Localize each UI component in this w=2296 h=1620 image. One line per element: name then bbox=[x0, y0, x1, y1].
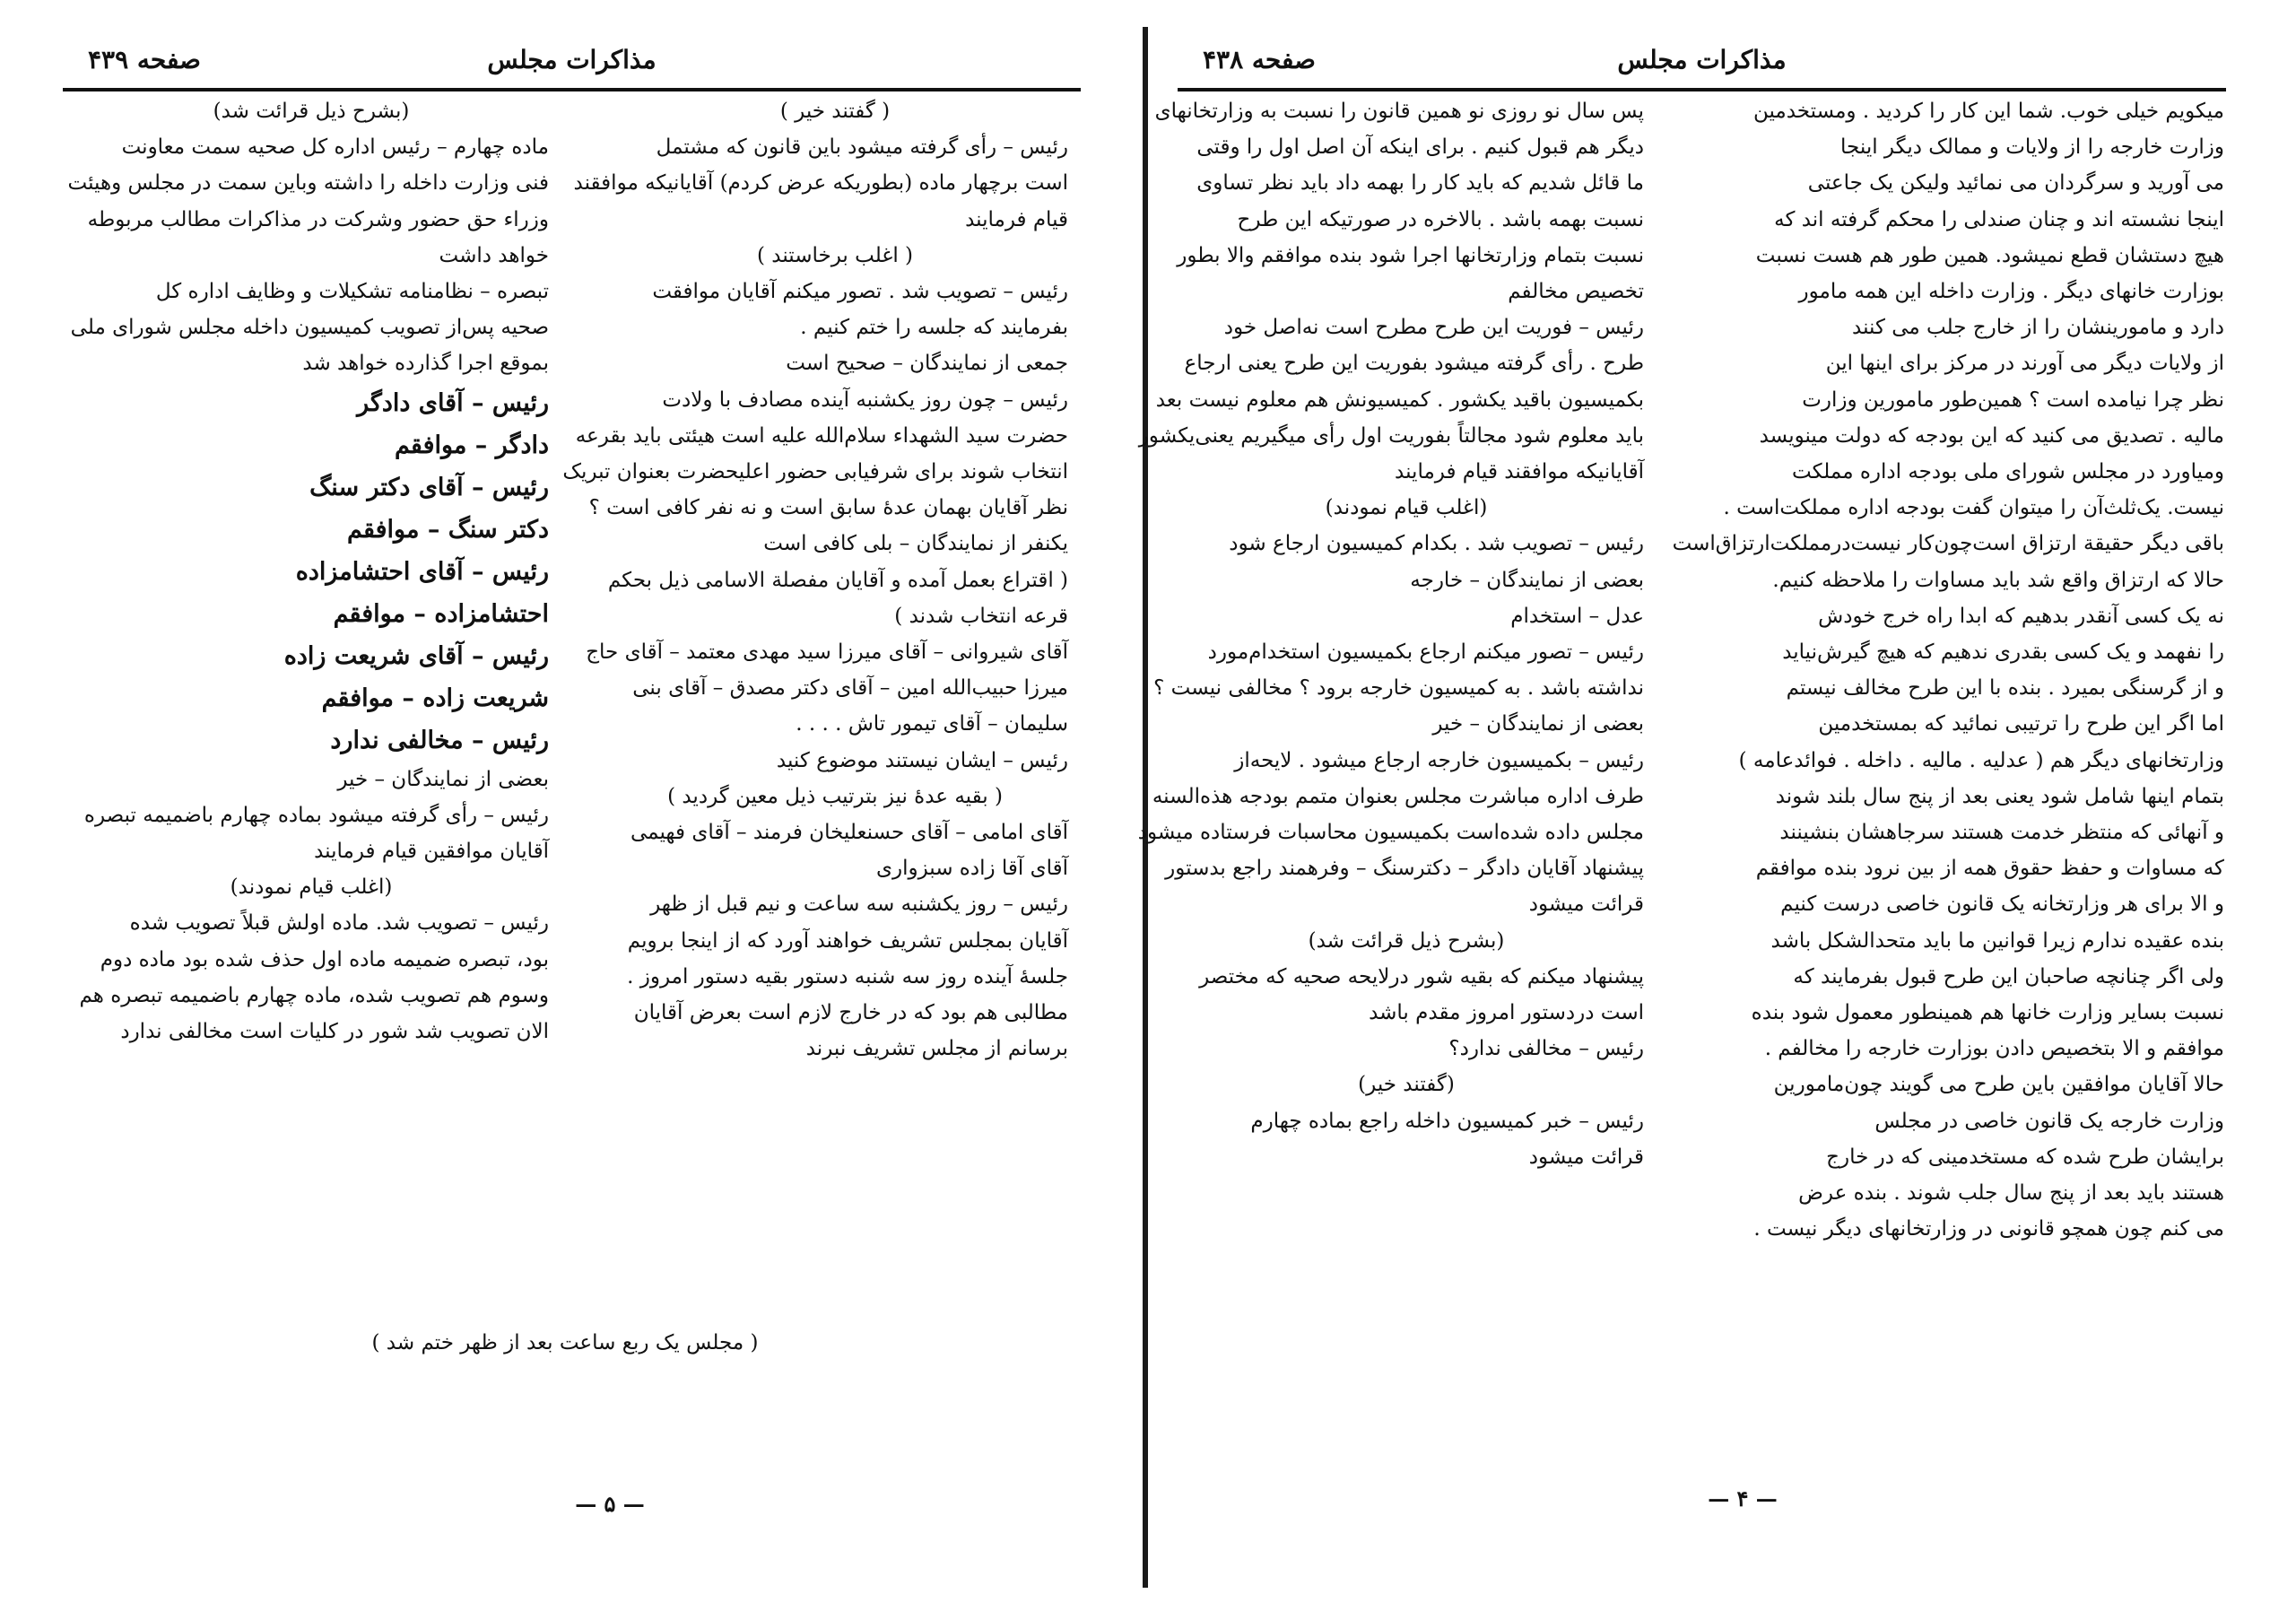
text-line: آقایانیکه موافقند قیام فرمایند bbox=[1395, 460, 1644, 484]
right-page-title: مذاکرات مجلس bbox=[1617, 45, 1787, 74]
text-line: رئیس – خبر کمیسیون داخله راجع بماده چهارم bbox=[1250, 1109, 1644, 1133]
text-line: قرائت میشود bbox=[1528, 893, 1644, 917]
text-line: رئیس – ایشان نیستند موضوع کنید bbox=[776, 748, 1068, 772]
text-line: بعضی از نمایندگان – خیر bbox=[337, 767, 549, 791]
text-line: از ولایات دیگر می آورند در مرکز برای اینها این bbox=[1825, 352, 2224, 376]
text-line: میکویم خیلی خوب. شما این کار را کردید . ومستخدمین bbox=[1752, 100, 2224, 123]
text-line: هیچ دستشان قطع نمیشود. همین طور هم هست نسبت bbox=[1755, 243, 2224, 267]
text-line: بموقع اجرا گذارده خواهد شد bbox=[302, 352, 549, 376]
text-line: اینجا نشسته اند و چنان صندلی را محکم گرفته اند که bbox=[1774, 207, 2224, 231]
text-line: (گفتند خیر) bbox=[1358, 1073, 1455, 1097]
text-line: پیشنهاد میکنم که بقیه شور درلایحه صحیه که مختصر bbox=[1199, 964, 1644, 989]
text-line: بفرمایند که جلسه را ختم کنیم . bbox=[800, 316, 1068, 340]
text-line: ( بقیه عدهٔ نیز بترتیب ذیل معین گردید ) bbox=[667, 784, 1003, 808]
text-line: نظر چرا نیامده است ؟ همین‌طور مامورین وزارت bbox=[1802, 388, 2224, 412]
text-line: و الا برای هر وزارتخانه یک قانون خاصی درست کنیم bbox=[1780, 893, 2224, 917]
text-line: نسبت بهمه باشد . بالاخره در صورتیکه این طرح bbox=[1237, 207, 1644, 231]
left-page-number: صفحه ۴۳۹ bbox=[88, 45, 201, 74]
text-line: یکنفر از نمایندگان – بلی کافی است bbox=[763, 532, 1068, 556]
text-line: باید معلوم شود مجالتاً بفوریت اول رأی میگیریم یعنی‌یکشور bbox=[1138, 423, 1644, 448]
text-line: بنده عقیده ندارم زیرا قوانین ما باید متحدالشکل باشد bbox=[1770, 928, 2224, 953]
text-line: موافقم و الا بتخصیص دادن بوزارت خارجه را مخالفم . bbox=[1764, 1037, 2224, 1061]
session-closing-note: ( مجلس یک ربع ساعت بعد از ظهر ختم شد ) bbox=[371, 1331, 759, 1354]
text-line: بتمام اینها شامل شود یعنی بعد از پنج سال بلند شوند bbox=[1775, 784, 2224, 808]
text-line: ( اقتراع بعمل آمده و آقایان مفصلة الاسامی ذیل بحکم bbox=[607, 568, 1068, 592]
text-line: حالا آقایان موافقین باین طرح می گویند چون‌مامورین bbox=[1773, 1073, 2224, 1097]
right-page bbox=[1137, 0, 2296, 1620]
text-line: قرعه انتخاب شدند ) bbox=[894, 604, 1068, 628]
text-line: تخصیص مخالفم bbox=[1508, 280, 1644, 304]
text-line: می آورید و سرگردان می نمائید ولیکن یک جاعتی bbox=[1807, 171, 2224, 196]
page-gutter bbox=[1143, 27, 1148, 1588]
text-line: جلسهٔ آینده روز سه شنبه دستور بقیه دستور امروز . bbox=[627, 964, 1068, 989]
text-line: (بشرح ذیل قرائت شد) bbox=[213, 100, 410, 123]
text-line: و آنهائی که منتظر خدمت هستند سرجاهشان بنشینند bbox=[1779, 821, 2224, 845]
left-page-left-column bbox=[67, 93, 549, 1050]
text-line: رئیس – آقای شریعت زاده bbox=[283, 641, 549, 670]
text-line: وزارت خارجه یک قانون خاصی در مجلس bbox=[1874, 1109, 2224, 1133]
text-line: میرزا حبیب‌الله امین – آقای دکتر مصدق – آقای بنی bbox=[632, 676, 1068, 701]
text-line: دارد و مامورینشان را از خارج جلب می کنند bbox=[1852, 316, 2224, 340]
right-page-right-column bbox=[1672, 93, 2224, 1248]
text-line: وزراء حق حضور وشرکت در مذاکرات مطالب مربوطه bbox=[87, 207, 549, 231]
text-line: رئیس – فوریت این طرح مطرح است نه‌اصل خود bbox=[1223, 316, 1644, 340]
text-line: بکمیسیون باقید یکشور . کمیسیونش هم معلوم نیست بعد bbox=[1155, 388, 1644, 412]
text-line: وسوم هم تصویب شده، ماده چهارم باضمیمه تبصره هم bbox=[79, 983, 549, 1007]
text-line: برسانم از مجلس تشریف نبرند bbox=[805, 1037, 1068, 1061]
text-line: می کنم چون همچو قانونی در وزارتخانهای دیگر نیست . bbox=[1753, 1217, 2224, 1241]
text-line: وزارت خارجه را از ولایات و ممالک دیگر اینجا bbox=[1840, 135, 2224, 160]
text-line: ( اغلب برخاستند ) bbox=[756, 243, 914, 267]
text-line: صحیه پس‌از تصویب کمیسیون داخله مجلس شورای ملی bbox=[70, 316, 549, 340]
text-line: حالا که ارتزاق واقع شد باید مساوات را ملاحظه کنیم. bbox=[1772, 568, 2224, 592]
text-line: باقی دیگر حقیقة ارتزاق است‌چون‌کار نیست‌در‌مملکت‌ارتزاق‌است bbox=[1672, 532, 2224, 556]
text-line: رئیس – رأی گرفته میشود بماده چهارم باضمیمه تبصره bbox=[83, 803, 549, 827]
text-line: نسبت بسایر وزارت خانها هم همینطور معمول شود بنده bbox=[1751, 1001, 2224, 1025]
text-line: و از گرسنگی بمیرد . بنده با این طرح مخالف نیستم bbox=[1786, 676, 2224, 701]
right-page-number: صفحه ۴۳۸ bbox=[1203, 45, 1316, 74]
text-line: ومیاورد در مجلس شورای ملی بودجه اداره مملکت bbox=[1792, 460, 2224, 484]
text-line: بعضی از نمایندگان – خارجه bbox=[1410, 568, 1644, 592]
text-line: خواهد داشت bbox=[439, 243, 549, 267]
text-line: رئیس – مخالفی ندارد bbox=[330, 726, 549, 754]
text-line: جمعی از نمایندگان – صحیح است bbox=[786, 352, 1068, 376]
text-line: است برچهار ماده (بطوریکه عرض کردم) آقایانیکه موافقند bbox=[573, 171, 1068, 196]
text-line: حضرت سید الشهداء سلام‌الله علیه است هیئتی باید بقرعه bbox=[575, 423, 1068, 448]
text-line: بود، تبصره ضمیمه ماده اول حذف شده بود ماده دوم bbox=[100, 947, 549, 971]
text-line: هستند باید بعد از پنج سال جلب شوند . بنده عرض bbox=[1798, 1181, 2224, 1206]
text-line: رئیس – آقای دادگر bbox=[357, 388, 549, 417]
text-line: اما اگر این طرح را ترتیبی نمائید که بمستخدمین bbox=[1818, 712, 2224, 736]
text-line: پس سال نو روزی نو همین قانون را نسبت به وزارتخانهای bbox=[1154, 100, 1644, 123]
right-page-header bbox=[1178, 41, 2226, 91]
left-page-header bbox=[63, 41, 1081, 91]
text-line: بعضی از نمایندگان – خیر bbox=[1432, 712, 1644, 736]
text-line: نداشته باشد . به کمیسیون خارجه برود ؟ مخالفی نیست ؟ bbox=[1153, 676, 1644, 701]
right-page-footer-number: — ۴ — bbox=[1708, 1485, 1778, 1511]
text-line: انتخاب شوند برای شرفیابی حضور اعلیحضرت بعنوان تبریک bbox=[562, 460, 1068, 484]
text-line: رئیس – تصویب شد. ماده اولش قبلاً تصویب شده bbox=[129, 911, 549, 936]
text-line: ماده چهارم – رئیس اداره کل صحیه سمت معاونت bbox=[121, 135, 549, 160]
text-line: نظر آقایان بهمان عدهٔ سابق است و نه نفر کافی است ؟ bbox=[588, 496, 1068, 520]
text-line: دادگر – موافقم bbox=[394, 431, 549, 459]
text-line: (بشرح ذیل قرائت شد) bbox=[1308, 928, 1505, 953]
text-line: رئیس – مخالفی ندارد؟ bbox=[1448, 1037, 1644, 1061]
text-line: رئیس – رأی گرفته میشود باین قانون که مشتمل bbox=[656, 135, 1068, 160]
text-line: نیست. یک‌ثلث‌آن را میتوان گفت بودجه اداره مملکت‌است . bbox=[1723, 496, 2224, 520]
text-line: مالیه . تصدیق می کنید که این بودجه که دولت مینویسد bbox=[1759, 423, 2224, 448]
text-line: رئیس – روز یکشنبه سه ساعت و نیم قبل از ظهر bbox=[650, 893, 1068, 917]
text-line: آقای شیروانی – آقای میرزا سید مهدی معتمد – آقای حاج bbox=[586, 640, 1068, 665]
text-line: رئیس – چون روز یکشنبه آینده مصادف با ولادت bbox=[662, 388, 1068, 412]
text-line: رئیس – آقای احتشامزاده bbox=[295, 557, 549, 586]
text-line: (اغلب قیام نمودند) bbox=[1325, 496, 1488, 520]
text-line: الان تصویب شد شور در کلیات است مخالفی ندارد bbox=[120, 1020, 549, 1044]
text-line: که مساوات و حفظ حقوق همه از بین نرود بنده موافقم bbox=[1755, 857, 2224, 881]
left-page-right-column bbox=[562, 93, 1068, 1067]
text-line: رئیس – تصویب شد . تصور میکنم آقایان موافقت bbox=[652, 280, 1068, 304]
text-line: آقایان بمجلس تشریف خواهند آورد که از اینجا برویم bbox=[627, 928, 1068, 953]
text-line: قرائت میشود bbox=[1528, 1145, 1644, 1169]
text-line: ولی اگر چنانچه صاحبان این طرح قبول بفرمایند که bbox=[1793, 964, 2224, 989]
text-line: دیگر هم قبول کنیم . برای اینکه آن اصل اول را وقتی bbox=[1196, 135, 1644, 160]
text-line: برایشان طرح شده که مستخدمینی که در خارج bbox=[1826, 1145, 2224, 1169]
text-line: نسبت بتمام وزارتخانها اجرا شود بنده موافقم والا بطور bbox=[1177, 243, 1644, 267]
text-line: قیام فرمایند bbox=[965, 207, 1068, 231]
text-line: ما قائل شدیم که باید کار را بهمه داد باید نظر تساوی bbox=[1196, 171, 1644, 196]
text-line: نه یک کسی آنقدر بدهیم که ابدا راه خرج خودش bbox=[1818, 604, 2224, 628]
right-page-left-column bbox=[1137, 93, 1644, 1175]
text-line: بوزارت خانهای دیگر . وزارت داخله این همه مامور bbox=[1798, 280, 2224, 304]
text-line: مجلس داده شده‌است بکمیسیون محاسبات فرستاده میشود bbox=[1137, 821, 1644, 845]
left-page-title: مذاکرات مجلس bbox=[487, 45, 657, 74]
text-line: رئیس – تصور میکنم ارجاع بکمیسیون استخدام‌مورد bbox=[1207, 640, 1644, 665]
text-line: ( گفتند خیر ) bbox=[779, 100, 891, 123]
text-line: مطالبی هم بود که در خارج لازم است بعرض آقایان bbox=[633, 1001, 1068, 1025]
text-line: طرح . رأی گرفته میشود بفوریت این طرح یعنی ارجاع bbox=[1184, 352, 1644, 376]
text-line: رئیس – بکمیسیون خارجه ارجاع میشود . لایحه‌از bbox=[1234, 748, 1644, 772]
text-line: پیشنهاد آقایان دادگر – دکتر‌سنگ – وفرهمند راجع بدستور bbox=[1165, 857, 1644, 881]
text-line: آقای امامی – آقای حسنعلیخان فرمند – آقای فهیمی bbox=[631, 821, 1068, 845]
text-line: آقایان موافقین قیام فرمایند bbox=[314, 840, 549, 864]
text-line: سلیمان – آقای تیمور تاش . . . . bbox=[796, 712, 1068, 736]
text-line: است دردستور امروز مقدم باشد bbox=[1369, 1001, 1644, 1025]
left-page bbox=[0, 0, 1144, 1620]
text-line: رئیس – آقای دکتر سنگ bbox=[309, 473, 549, 501]
text-line: دکتر سنگ – موافقم bbox=[346, 515, 549, 544]
text-line: وزارتخانهای دیگر هم ( عدلیه . مالیه . داخله . فوائدعامه ) bbox=[1738, 748, 2224, 772]
text-line: احتشامزاده – موافقم bbox=[333, 599, 549, 628]
text-line: تبصره – نظامنامه تشکیلات و وظایف اداره کل bbox=[155, 280, 549, 304]
text-line: شریعت زاده – موافقم bbox=[321, 684, 549, 712]
text-line: طرف اداره مباشرت مجلس بعنوان متمم بودجه هذه‌السنه bbox=[1152, 784, 1644, 808]
text-line: عدل – استخدام bbox=[1510, 604, 1644, 628]
left-page-footer-number: — ۵ — bbox=[575, 1491, 645, 1517]
text-line: رئیس – تصویب شد . بکدام کمیسیون ارجاع شود bbox=[1229, 532, 1644, 556]
text-line: (اغلب قیام نمودند) bbox=[230, 875, 393, 900]
text-line: آقای آقا زاده سبزواری bbox=[875, 857, 1068, 881]
text-line: را نفهمد و یک کسی بقدری ندهیم که هیچ گیرش‌نیاید bbox=[1782, 640, 2224, 665]
text-line: فنی وزارت داخله را داشته وباین سمت در مجلس وهیئت bbox=[67, 171, 549, 196]
